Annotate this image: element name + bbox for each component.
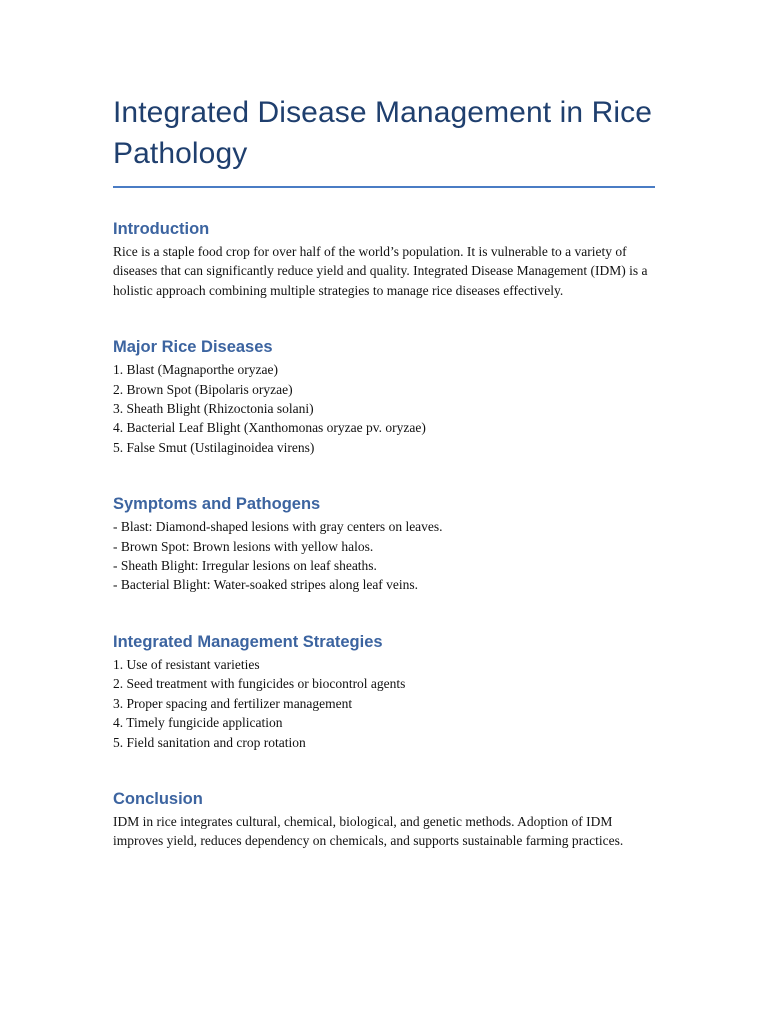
list-item: 3. Sheath Blight (Rhizoctonia solani)	[113, 401, 314, 417]
list-item: - Brown Spot: Brown lesions with yellow halos.	[113, 538, 374, 554]
section-introduction	[113, 218, 655, 300]
section-paragraph: Rice is a staple food crop for over half of the world’s population. It is vulnerable to a variety of diseases that can significantly reduce yield and quality. Integrated Disease Management (IDM) is a holistic approach combining multiple strategies to manage rice diseases effectively.	[113, 244, 648, 298]
list-item: 2. Brown Spot (Bipolaris oryzae)	[113, 381, 293, 397]
list-item: 1. Use of resistant varieties	[113, 656, 260, 672]
list-item: 5. Field sanitation and crop rotation	[113, 734, 306, 750]
section-heading: Conclusion	[113, 789, 203, 808]
document-title: Integrated Disease Management in Rice Pathology	[113, 96, 652, 170]
section-heading: Major Rice Diseases	[113, 338, 273, 357]
section-heading: Integrated Management Strategies	[113, 632, 383, 651]
list-item: 1. Blast (Magnaporthe oryzae)	[113, 362, 278, 378]
section-conclusion	[113, 788, 655, 851]
section-symptoms-and-pathogens	[113, 493, 655, 595]
list-item: 4. Timely fungicide application	[113, 715, 283, 731]
document-page	[113, 92, 655, 851]
symptom-list	[113, 517, 655, 595]
list-item: 3. Proper spacing and fertilizer management	[113, 695, 353, 711]
list-item: - Bacterial Blight: Water-soaked stripes along leaf veins.	[113, 577, 419, 593]
list-item: - Blast: Diamond-shaped lesions with gray centers on leaves.	[113, 519, 443, 535]
section-paragraph: IDM in rice integrates cultural, chemical, biological, and genetic methods. Adoption of IDM improves yield, reduces dependency on chemicals, and supports sustainable farming practices.	[113, 813, 624, 849]
section-integrated-management-strategies	[113, 631, 655, 752]
title-divider	[113, 186, 655, 188]
list-item: 2. Seed treatment with fungicides or biocontrol agents	[113, 676, 406, 692]
section-major-rice-diseases	[113, 336, 655, 457]
list-item: 5. False Smut (Ustilaginoidea virens)	[113, 439, 315, 455]
strategy-list	[113, 655, 655, 752]
disease-list	[113, 360, 655, 457]
list-item: - Sheath Blight: Irregular lesions on leaf sheaths.	[113, 558, 377, 574]
list-item: 4. Bacterial Leaf Blight (Xanthomonas oryzae pv. oryzae)	[113, 420, 426, 436]
section-heading: Symptoms and Pathogens	[113, 495, 321, 514]
section-heading: Introduction	[113, 220, 210, 238]
